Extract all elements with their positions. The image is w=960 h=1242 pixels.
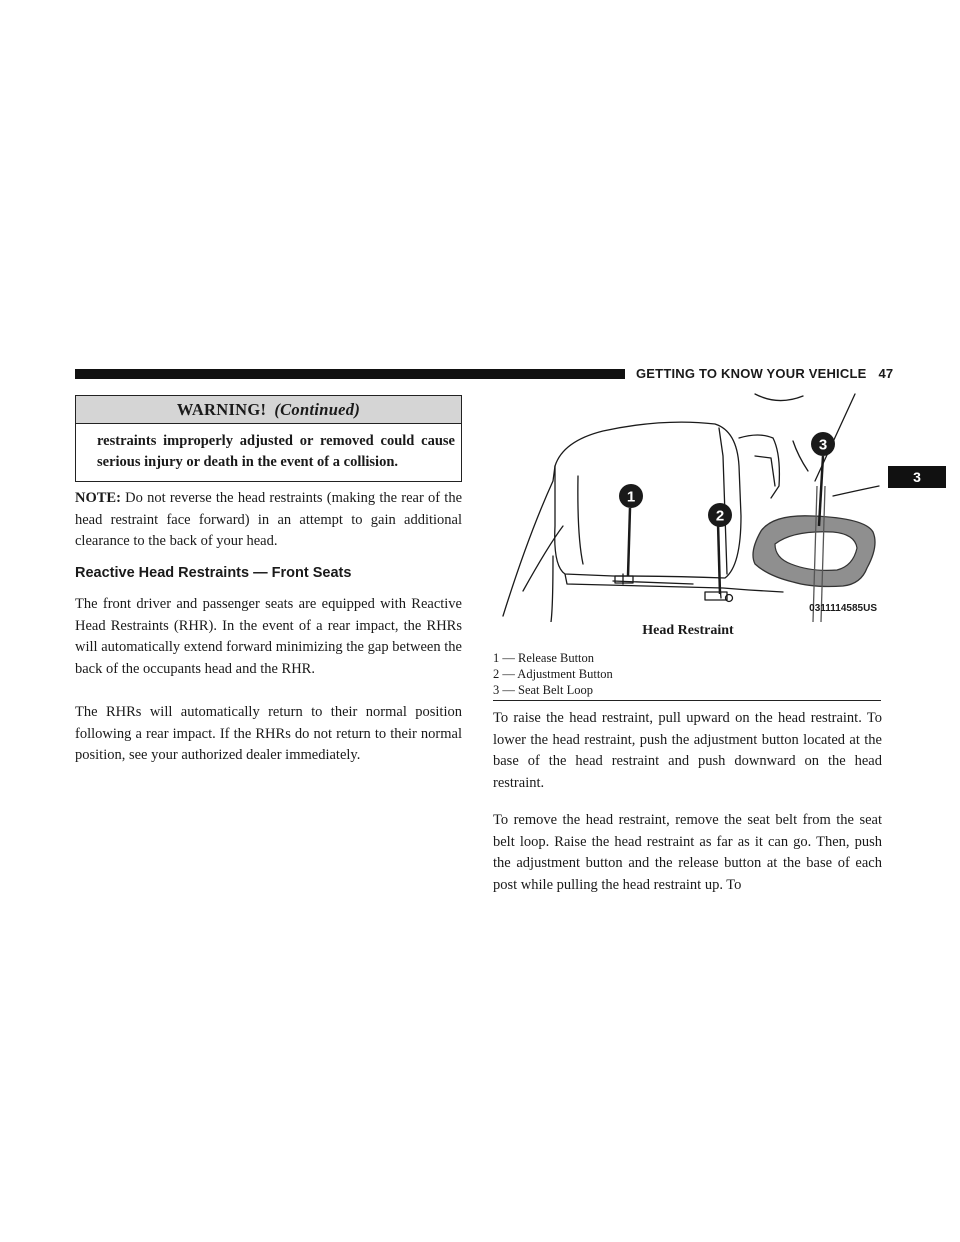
warning-title: WARNING! [176,400,267,419]
removal-paragraph: To remove the head restraint, remove the seat belt from the seat belt loop. Raise the head restraint as far as it can go. Then, push the adjustment button and the release button at the base of each post while pulling the head restraint up. To [493,812,882,893]
figure-id: 0311114585US [809,603,877,614]
section-title: GETTING TO KNOW YOUR VEHICLE [636,366,867,381]
warning-body: restraints improperly adjusted or removed could cause serious injury or death in the event of a collision. [97,433,455,470]
warning-box [75,395,462,482]
callout-1 [619,484,643,508]
callout-3 [811,432,835,456]
running-header [636,366,893,381]
note-text: Do not reverse the head restraints (making the rear of the head restraint face forward) in an attempt to gain additional clearance to the back of your head. [75,490,463,549]
rhr-paragraph-1: The front driver and passenger seats are equipped with Reactive Head Restraints (RHR). In the event of a rear impact, the RHRs will automatically extend forward minimizing the gap between the back of the occupants head and the RHR. [75,596,462,677]
callout-3-label: 3 [818,436,828,454]
rhr-paragraph-2: The RHRs will automatically return to their normal position following a rear impact. If the RHRs do not return to their normal position, see your authorized dealer immediately. [75,704,462,763]
chapter-tab[interactable]: 3 [888,466,946,488]
legend-item: 2 — Adjustment Button [493,667,613,681]
note-label: NOTE: [75,490,121,506]
figure-caption: Head Restraint [642,623,734,638]
head-restraint-figure [493,386,883,622]
header-rule [75,369,625,379]
callout-2-label: 2 [715,507,725,525]
raise-lower-paragraph: To raise the head restraint, pull upward on the head restraint. To lower the head restraint, push the adjustment button located at the base of the head restraint and push downward on the head restraint. [493,710,882,791]
warning-continued: (Continued) [274,400,361,419]
page-number: 47 [878,366,894,381]
callout-1-label: 1 [626,488,636,506]
legend-item: 1 — Release Button [493,651,595,665]
figure-legend [493,650,881,701]
legend-item: 3 — Seat Belt Loop [493,683,593,697]
warning-header [76,396,461,424]
head-restraint-illustration [493,386,883,622]
note-paragraph [75,488,462,553]
callout-2 [708,503,732,527]
section-heading: Reactive Head Restraints — Front Seats [75,565,352,581]
